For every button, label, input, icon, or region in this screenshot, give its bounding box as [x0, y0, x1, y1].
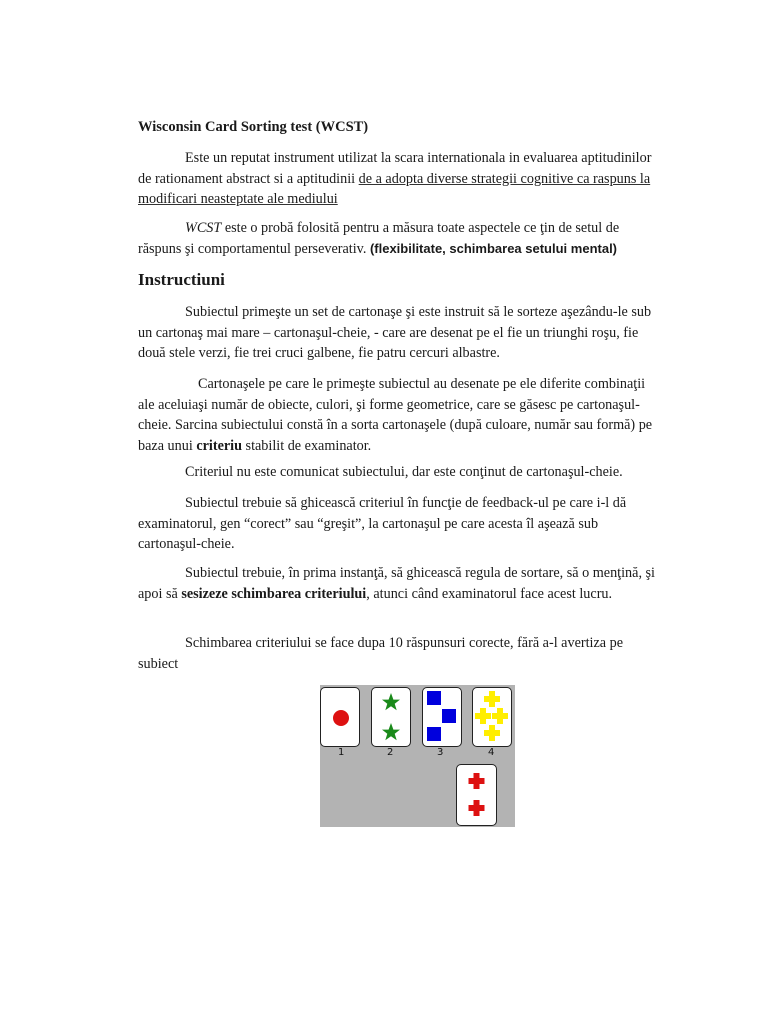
red-circle-icon: [320, 687, 360, 747]
paragraph-rule: [138, 563, 664, 604]
yellow-cross-icon: [472, 687, 512, 747]
key-card-1: [320, 687, 360, 747]
rule-after: , atunci când examinatorul face acest lucru.: [366, 585, 613, 602]
instructions-2-text: Cartonaşele pe care le primeşte subiectul au desenate pe ele diferite combinaţii ale aceluiaşi număr de obiecte, culori, şi forme geometrice, care se găsesc pe cartonaşul-cheie. Sarcina subiectului constă în a sorta cartonaşele (după culoare, număr sau formă) pe baza unui: [138, 376, 653, 454]
card-sorting-figure: [320, 685, 515, 827]
paragraph-wcst-definition: [138, 218, 664, 259]
wcst-italic: WCST: [185, 220, 222, 236]
paragraph-intro: [138, 148, 664, 210]
rule-text: Subiectul trebuie, în prima instanţă, să ghicească regula de sortare, să o menţină, şi apoi să: [138, 565, 656, 602]
definition-text: este o probă folosită pentru a măsura toate aspectele ce ţin de setul de răspuns şi comportamentul perseverativ.: [138, 220, 620, 257]
blue-square-icon: [422, 687, 462, 747]
document-title: Wisconsin Card Sorting test (WCST): [138, 119, 369, 135]
key-card-3: [422, 687, 462, 747]
response-card: [456, 764, 497, 826]
key-card-2: [371, 687, 411, 747]
criteriu-bold: criteriu: [196, 437, 242, 454]
intro-text: Este un reputat instrument utilizat la scara internationala in evaluarea aptitudinilor de rationament abstract si a aptitudinii: [138, 150, 652, 187]
section-heading: Instructiuni: [138, 270, 225, 289]
instructions-2-after: stabilit de examinator.: [242, 437, 372, 454]
card-number-2: 2: [387, 747, 394, 758]
paragraph-instructions-2: [138, 374, 664, 456]
paragraph-instructions-1: Subiectul primeşte un set de cartonaşe şi este instruit să le sorteze aşezându-le sub un cartonaş mai mare – cartonaşul-cheie, - care are desenat pe el fie un triunghi roşu, fie două stele verzi, fie trei cruci galbene, fie patru cercuri albastre.: [138, 304, 652, 361]
card-number-1: 1: [338, 747, 345, 758]
card-number-3: 3: [437, 747, 444, 758]
paragraph-criteriu: Criteriul nu este comunicat subiectului, dar este conţinut de cartonaşul-cheie.: [185, 464, 623, 480]
intro-underlined-text: de a adopta diverse strategii cognitive ca raspuns la modificari neasteptate ale mediului: [138, 170, 651, 207]
key-card-4: [472, 687, 512, 747]
card-number-4: 4: [488, 747, 495, 758]
definition-bold: (flexibilitate, schimbarea setului mental): [369, 240, 618, 256]
green-star-icon: [371, 687, 411, 747]
paragraph-feedback: Subiectul trebuie să ghicească criteriul în funcţie de feedback-ul pe care i-l dă examinatorul, gen “corect” sau “greşit”, la cartonaşul pe care acesta îl aşează sub cartonaşul-cheie.: [138, 495, 627, 552]
red-cross-icon: [456, 764, 497, 826]
paragraph-change: Schimbarea criteriului se face dupa 10 răspunsuri corecte, fără a-l avertiza pe subiect: [138, 635, 624, 672]
rule-bold: sesizeze schimbarea criteriului: [181, 585, 367, 602]
